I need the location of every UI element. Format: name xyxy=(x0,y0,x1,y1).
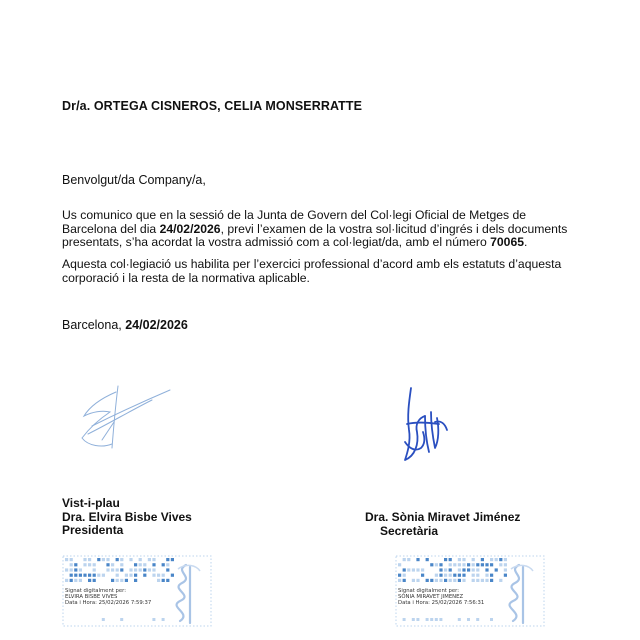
stamp-datetime: Data i Hora: 25/02/2026 7:56:31 xyxy=(398,600,485,607)
para1-text1: Us comunico que en la sessió de la Junta de Govern del Col·legi Oficial de Metges de Barcelona del dia xyxy=(62,208,527,236)
addressee: Dr/a. ORTEGA CISNEROS, CELIA MONSERRATTE xyxy=(62,99,363,113)
member-number: 70065 xyxy=(490,235,525,250)
authorization-paragraph: Aquesta col·legiació us habilita per l’exercici professional d’acord amb els estatuts d’aquesta corporació i la resta de la normativa aplicable. xyxy=(62,257,562,285)
left-digital-signature-stamp xyxy=(62,555,212,627)
left-signer-role: Presidenta xyxy=(62,523,124,537)
para1-text3: . xyxy=(524,235,528,250)
stamp-signed-by: Signat digitalment per: xyxy=(65,588,127,594)
stamp-signer: ELVIRA BISBE VIVES xyxy=(65,594,118,601)
place: Barcelona, xyxy=(62,318,126,332)
stamp-signer: SÒNIA MIRAVET JIMENEZ xyxy=(398,594,464,601)
stamp-datetime: Data i Hora: 25/02/2026 7:59:37 xyxy=(65,600,152,607)
session-date: 24/02/2026 xyxy=(159,221,221,236)
right-handwritten-signature xyxy=(395,382,455,472)
signing-date: 24/02/2026 xyxy=(125,318,188,332)
left-signer-name: Dra. Elvira Bisbe Vives xyxy=(62,509,192,524)
right-signer-block xyxy=(365,511,520,538)
right-digital-signature-stamp xyxy=(395,555,545,627)
stamp-signed-by: Signat digitalment per: xyxy=(398,588,460,594)
left-signer-block xyxy=(62,497,192,538)
place-date xyxy=(62,318,188,332)
approval-label: Vist-i-plau xyxy=(62,496,120,510)
admission-paragraph xyxy=(62,209,582,250)
greeting: Benvolgut/da Company/a, xyxy=(62,173,206,187)
right-signer-name: Dra. Sònia Miravet Jiménez xyxy=(365,510,521,524)
left-handwritten-signature xyxy=(72,382,182,454)
para1-text2: , previ l’examen de la vostra sol·licitud d’ingrés i dels documents presentats, s’ha acordat la vostra admissió com a col·legiat/da, amb el número xyxy=(62,221,568,250)
right-signer-role: Secretària xyxy=(380,523,439,538)
